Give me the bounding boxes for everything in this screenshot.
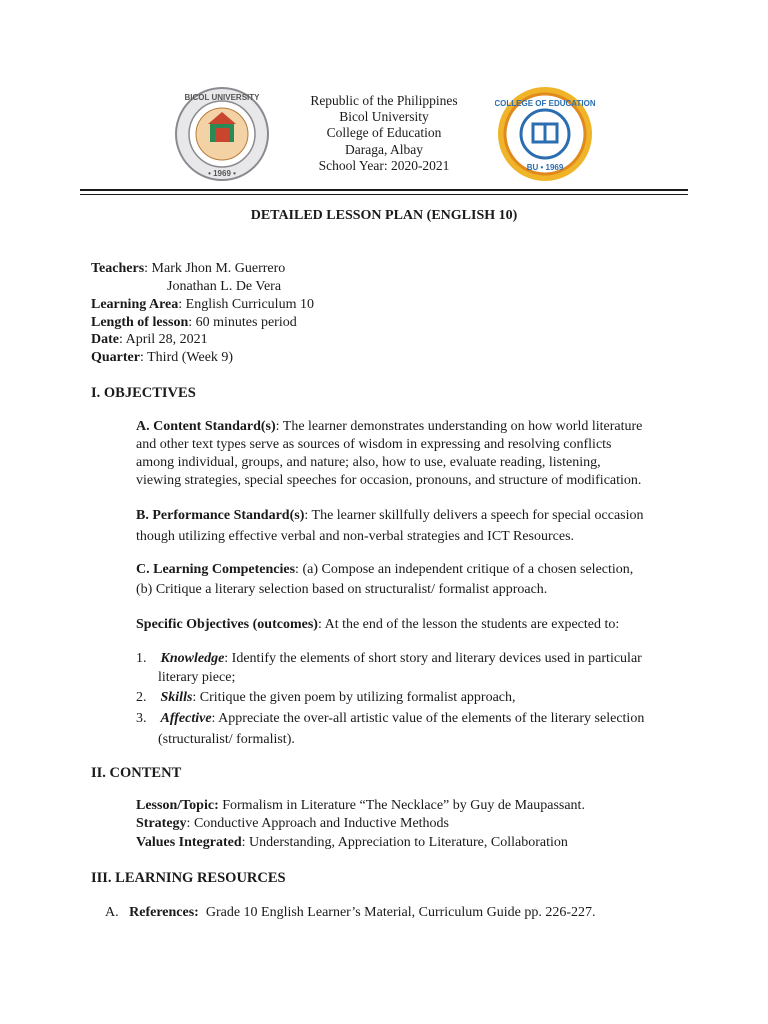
affective-label: Affective: [160, 711, 212, 726]
values-label: Values Integrated: [136, 835, 242, 850]
college-of-education-seal: [495, 84, 595, 184]
list-number-2: 2.: [136, 690, 147, 705]
competencies-label: C. Learning Competencies: [136, 562, 296, 577]
affective-text-1: Appreciate the over-all artistic value of the elements of the literary selection: [218, 711, 645, 726]
specific-objectives-row: Specific Objectives (outcomes): At the end of the lesson the students are expected to:: [136, 617, 620, 632]
topic-row: [136, 798, 585, 814]
date-label: Date: [91, 332, 119, 347]
date-value: April 28, 2021: [125, 332, 208, 347]
skills-text: Critique the given poem by utilizing formalist approach,: [199, 690, 516, 705]
svg-text:COLLEGE OF EDUCATION: COLLEGE OF EDUCATION: [495, 99, 595, 108]
objective-list-item-2: 2. Skills: Critique the given poem by utilizing formalist approach,: [136, 690, 516, 705]
header-line-5: School Year: 2020-2021: [318, 157, 450, 173]
references-text: Grade 10 English Learner’s Material, Curriculum Guide pp. 226-227.: [205, 905, 596, 920]
references-number: A.: [105, 905, 119, 920]
list-number-3: 3.: [136, 711, 147, 726]
svg-text:BICOL UNIVERSITY: BICOL UNIVERSITY: [184, 93, 260, 102]
teachers-label: Teachers: [91, 261, 145, 276]
header-divider-thick: [80, 189, 688, 191]
svg-text:• 1969 •: • 1969 •: [208, 169, 236, 178]
date-row: Date: April 28, 2021: [91, 332, 208, 347]
objective-list-item-1: 1. Knowledge: Identify the elements of short story and literary devices used in particular: [136, 651, 642, 666]
learning-area-value: English Curriculum 10: [185, 297, 314, 312]
quarter-value: Third (Week 9): [147, 350, 234, 365]
length-label: Length of lesson: [91, 315, 189, 330]
knowledge-text-1: Identify the elements of short story and literary devices used in particular: [231, 651, 642, 666]
quarter-label: Quarter: [91, 350, 140, 365]
institution-header: [240, 93, 528, 174]
header-line-4: Daraga, Albay: [345, 141, 423, 157]
values-value: Understanding, Appreciation to Literature, Collaboration: [249, 835, 568, 850]
content-standard-label: A. Content Standard(s): [136, 419, 276, 434]
header-divider-thin: [80, 194, 688, 195]
strategy-value: Conductive Approach and Inductive Methods: [193, 816, 449, 831]
performance-standard-text-1: The learner skillfully delivers a speech for special occasion: [311, 508, 644, 523]
quarter-row: Quarter: Third (Week 9): [91, 350, 234, 365]
content-standard-text-1: The learner demonstrates understanding on how world literature: [282, 419, 643, 434]
document-title: DETAILED LESSON PLAN (ENGLISH 10): [250, 208, 518, 223]
skills-label: Skills: [160, 690, 193, 705]
topic-value: Formalism in Literature “The Necklace” by Guy de Maupassant.: [222, 798, 585, 813]
references-row: [105, 905, 596, 921]
teacher-2: Jonathan L. De Vera: [167, 279, 282, 294]
objectives-heading: I. OBJECTIVES: [91, 385, 196, 401]
header-line-2: Bicol University: [339, 109, 429, 125]
length-value: 60 minutes period: [195, 315, 297, 330]
header-line-3: College of Education: [326, 125, 442, 141]
topic-label: Lesson/Topic:: [136, 798, 219, 813]
content-standard-line-2: and other text types serve as sources of wisdom in expressing and resolving conflicts: [136, 437, 612, 452]
knowledge-label: Knowledge: [160, 651, 225, 666]
values-row: Values Integrated: Understanding, Appreciation to Literature, Collaboration: [136, 835, 568, 850]
length-row: Length of lesson: 60 minutes period: [91, 315, 297, 330]
performance-standard-line-2: though utilizing effective verbal and non-verbal strategies and ICT Resources.: [136, 529, 575, 544]
competencies-line-1: C. Learning Competencies: (a) Compose an independent critique of a chosen selection,: [136, 562, 634, 577]
learning-area-row: Learning Area: English Curriculum 10: [91, 297, 314, 312]
teachers-row: Teachers: Mark Jhon M. Guerrero: [91, 261, 286, 276]
content-heading: II. CONTENT: [91, 765, 182, 781]
specific-objectives-label: Specific Objectives (outcomes): [136, 617, 318, 632]
header-line-1: Republic of the Philippines: [310, 93, 458, 108]
list-number-1: 1.: [136, 651, 147, 666]
svg-text:BU • 1969: BU • 1969: [526, 163, 564, 172]
teacher-1: Mark Jhon M. Guerrero: [151, 261, 286, 276]
content-standard-line-1: A. Content Standard(s): The learner demonstrates understanding on how world literature: [136, 419, 643, 434]
strategy-label: Strategy: [136, 816, 187, 831]
specific-objectives-text: At the end of the lesson the students are expected to:: [324, 617, 620, 632]
references-label: References:: [129, 905, 199, 920]
content-standard-line-3: among individual, groups, and nature; also, how to use, evaluate reading, listening,: [136, 455, 601, 470]
strategy-row: Strategy: Conductive Approach and Inductive Methods: [136, 816, 449, 831]
learning-area-label: Learning Area: [91, 297, 179, 312]
performance-standard-line-1: B. Performance Standard(s): The learner skillfully delivers a speech for special occasion: [136, 508, 644, 523]
competencies-line-2: (b) Critique a literary selection based on structuralist/ formalist approach.: [136, 582, 548, 597]
content-standard-line-4: viewing strategies, special speeches for occasion, pronouns, and structure of modification.: [136, 473, 642, 488]
objective-list-item-3: 3. Affective: Appreciate the over-all artistic value of the elements of the literary selection: [136, 711, 645, 726]
performance-standard-label: B. Performance Standard(s): [136, 508, 305, 523]
affective-text-2: (structuralist/ formalist).: [158, 732, 295, 747]
learning-resources-heading: III. LEARNING RESOURCES: [91, 870, 286, 886]
competencies-text-1: (a) Compose an independent critique of a chosen selection,: [302, 562, 634, 577]
knowledge-text-2: literary piece;: [158, 670, 236, 685]
